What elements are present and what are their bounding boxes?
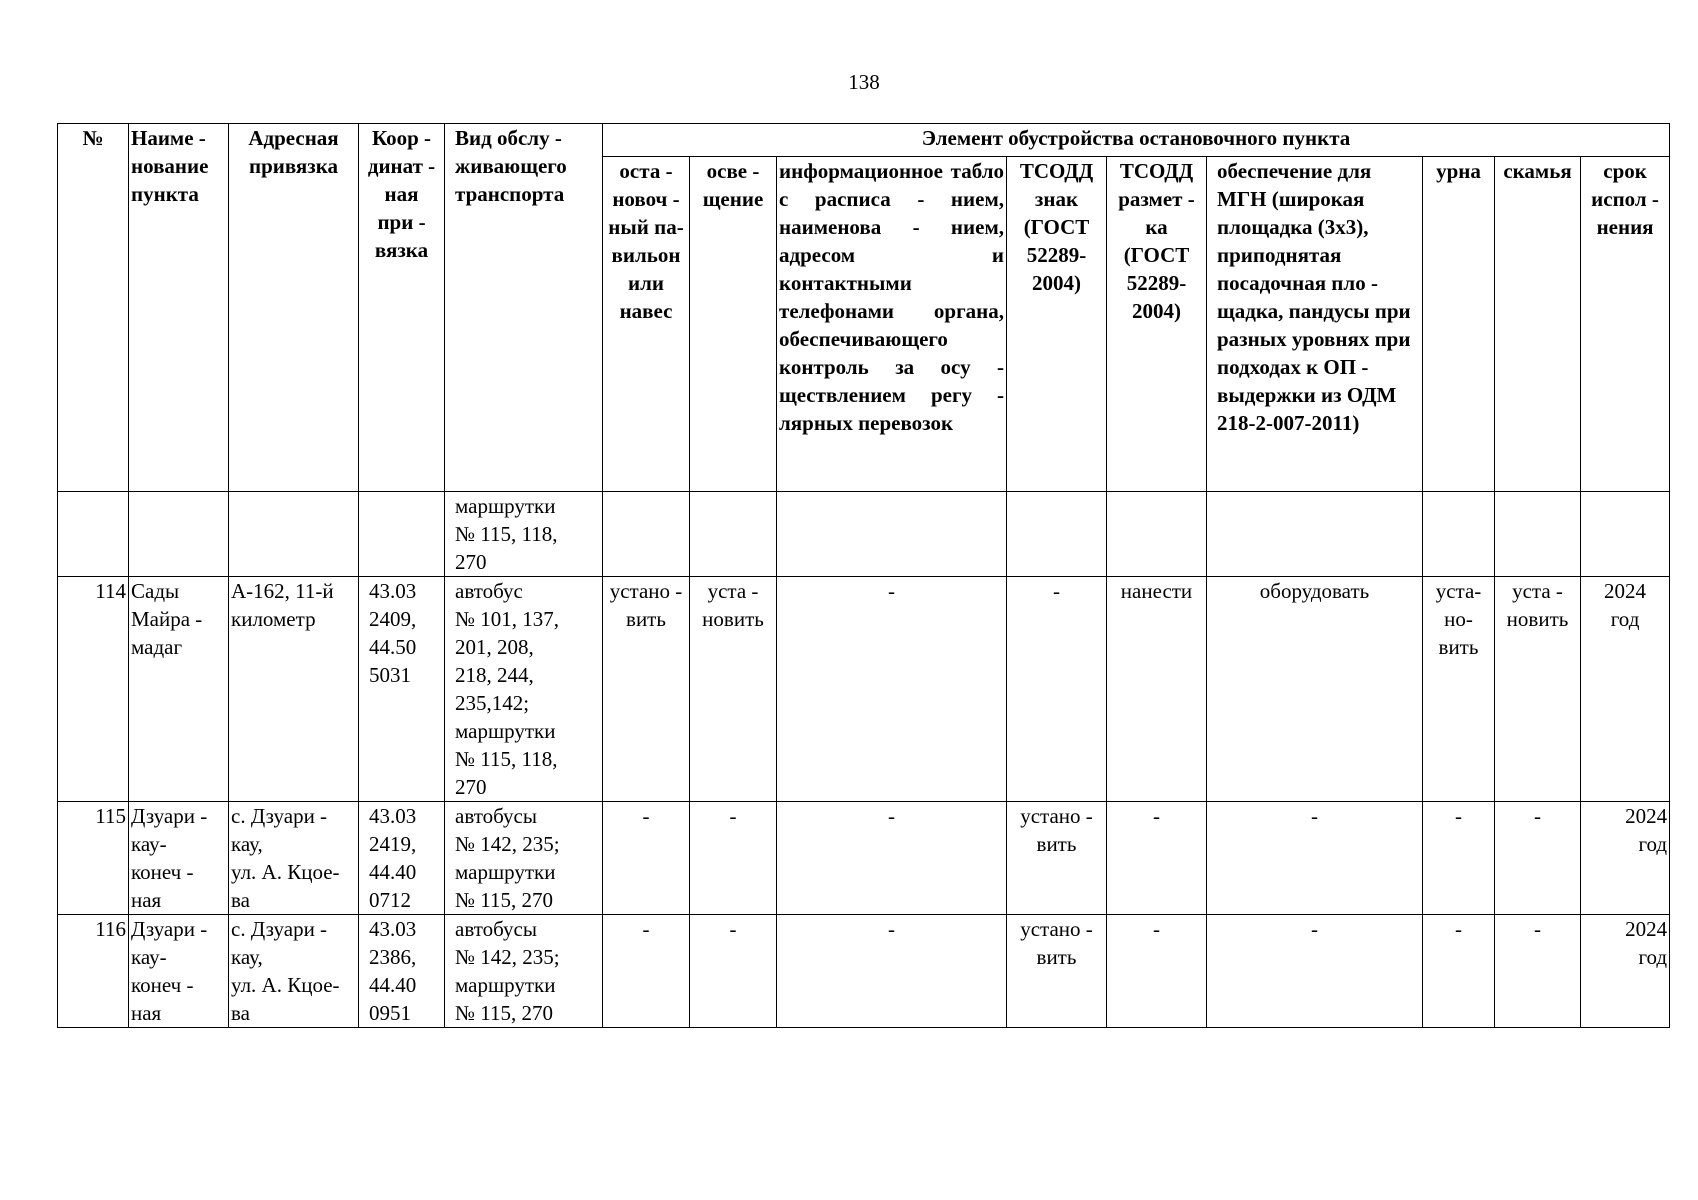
header-stop-elements: Элемент обустройства остановочного пункта bbox=[603, 124, 1670, 157]
cell-mgn-accessibility: оборудовать bbox=[1207, 577, 1423, 802]
cell-pavilion: устано - вить bbox=[603, 577, 690, 802]
cell-mgn-accessibility bbox=[1207, 492, 1423, 577]
header-bench: скамья bbox=[1495, 157, 1581, 492]
bus-stop-table bbox=[57, 123, 1670, 1028]
header-deadline: срок испол - нения bbox=[1581, 157, 1670, 492]
header-road-marking: ТСОДД размет - ка (ГОСТ 52289- 2004) bbox=[1107, 157, 1207, 492]
cell-deadline: 2024 год bbox=[1581, 802, 1670, 915]
cell-info-board: - bbox=[777, 915, 1007, 1028]
cell-traffic-sign: устано - вить bbox=[1007, 802, 1107, 915]
cell-info-board: - bbox=[777, 577, 1007, 802]
cell-traffic-sign: - bbox=[1007, 577, 1107, 802]
cell-address bbox=[229, 492, 359, 577]
cell-lighting bbox=[690, 492, 777, 577]
header-stop-name: Наиме - нование пункта bbox=[129, 124, 229, 492]
cell-road-marking: - bbox=[1107, 802, 1207, 915]
cell-coordinates bbox=[359, 492, 445, 577]
cell-stop-name bbox=[129, 492, 229, 577]
cell-deadline bbox=[1581, 492, 1670, 577]
cell-info-board: - bbox=[777, 802, 1007, 915]
cell-bench bbox=[1495, 492, 1581, 577]
table-row bbox=[58, 577, 1670, 802]
cell-bench: - bbox=[1495, 802, 1581, 915]
cell-coordinates: 43.03 2386, 44.40 0951 bbox=[359, 915, 445, 1028]
cell-number: 114 bbox=[58, 577, 129, 802]
header-info-board: информационное табло с расписа - нием, наименова - нием, адресом и контактными телефонами органа, обеспечивающего контроль за осу - ществлением регу - лярных перевозок bbox=[777, 157, 1007, 492]
table-row bbox=[58, 802, 1670, 915]
cell-coordinates: 43.03 2409, 44.50 5031 bbox=[359, 577, 445, 802]
cell-deadline: 2024 год bbox=[1581, 915, 1670, 1028]
header-transport: Вид обслу - живающего транспорта bbox=[445, 124, 603, 492]
header-row-top bbox=[58, 124, 1670, 157]
cell-lighting: - bbox=[690, 915, 777, 1028]
cell-lighting: - bbox=[690, 802, 777, 915]
cell-address: А-162, 11-й километр bbox=[229, 577, 359, 802]
page-number: 138 bbox=[848, 70, 880, 94]
cell-info-board bbox=[777, 492, 1007, 577]
cell-traffic-sign bbox=[1007, 492, 1107, 577]
cell-address: с. Дзуари - кау, ул. А. Кцое- ва bbox=[229, 915, 359, 1028]
cell-bench: - bbox=[1495, 915, 1581, 1028]
table-row bbox=[58, 915, 1670, 1028]
cell-pavilion: - bbox=[603, 802, 690, 915]
cell-address: с. Дзуари - кау, ул. А. Кцое- ва bbox=[229, 802, 359, 915]
cell-road-marking: - bbox=[1107, 915, 1207, 1028]
header-lighting: осве - щение bbox=[690, 157, 777, 492]
cell-mgn-accessibility: - bbox=[1207, 802, 1423, 915]
cell-stop-name: Дзуари - кау- конеч - ная bbox=[129, 915, 229, 1028]
header-address: Адресная привязка bbox=[229, 124, 359, 492]
cell-number bbox=[58, 492, 129, 577]
cell-lighting: уста - новить bbox=[690, 577, 777, 802]
cell-urn bbox=[1423, 492, 1495, 577]
cell-stop-name: Сады Майра - мадаг bbox=[129, 577, 229, 802]
cell-urn: - bbox=[1423, 915, 1495, 1028]
cell-traffic-sign: устано - вить bbox=[1007, 915, 1107, 1028]
header-mgn-accessibility: обеспечение для МГН (широкая площадка (3х3), приподнятая посадочная пло - щадка, пандусы при разных уровнях при подходах к ОП - выдержки из ОДМ 218-2-007-2011) bbox=[1207, 157, 1423, 492]
cell-stop-name: Дзуари - кау- конеч - ная bbox=[129, 802, 229, 915]
header-coordinates: Коор - динат - ная при - вязка bbox=[359, 124, 445, 492]
cell-transport: автобусы № 142, 235; маршрутки № 115, 270 bbox=[445, 802, 603, 915]
cell-transport: автобус № 101, 137, 201, 208, 218, 244, 235,142; маршрутки № 115, 118, 270 bbox=[445, 577, 603, 802]
cell-transport: автобусы № 142, 235; маршрутки № 115, 270 bbox=[445, 915, 603, 1028]
cell-road-marking bbox=[1107, 492, 1207, 577]
cell-urn: уста- но- вить bbox=[1423, 577, 1495, 802]
header-number: № bbox=[58, 124, 129, 492]
cell-road-marking: нанести bbox=[1107, 577, 1207, 802]
header-pavilion: оста - новоч - ный па- вильон или навес bbox=[603, 157, 690, 492]
cell-pavilion bbox=[603, 492, 690, 577]
header-urn: урна bbox=[1423, 157, 1495, 492]
cell-pavilion: - bbox=[603, 915, 690, 1028]
cell-coordinates: 43.03 2419, 44.40 0712 bbox=[359, 802, 445, 915]
cell-mgn-accessibility: - bbox=[1207, 915, 1423, 1028]
cell-transport: маршрутки № 115, 118, 270 bbox=[445, 492, 603, 577]
table-row bbox=[58, 492, 1670, 577]
cell-deadline: 2024 год bbox=[1581, 577, 1670, 802]
cell-urn: - bbox=[1423, 802, 1495, 915]
cell-number: 116 bbox=[58, 915, 129, 1028]
cell-number: 115 bbox=[58, 802, 129, 915]
header-traffic-sign: ТСОДД знак (ГОСТ 52289- 2004) bbox=[1007, 157, 1107, 492]
cell-bench: уста - новить bbox=[1495, 577, 1581, 802]
